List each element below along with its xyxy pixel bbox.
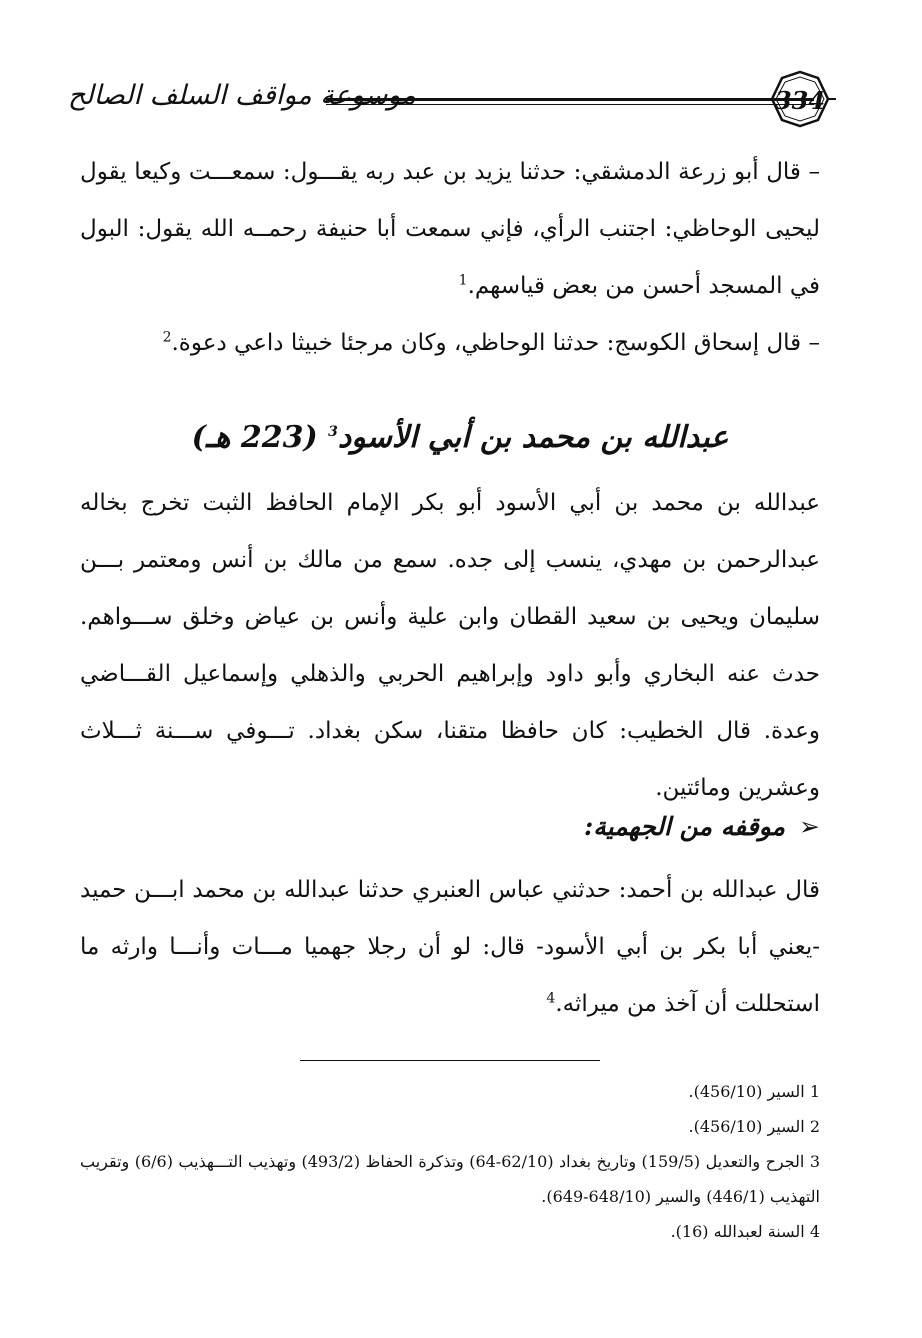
- section-title-name: عبدالله بن محمد بن أبي الأسود: [337, 420, 729, 455]
- narration-abu-zura: [80, 144, 820, 315]
- footnote-separator: [300, 1060, 600, 1061]
- section-title: [160, 420, 760, 455]
- footnote-item: [80, 1109, 820, 1144]
- footnote-ref: 4: [546, 990, 556, 1007]
- footnote-text: الجرح والتعديل (159/5) وتاريخ بغداد (62/10-64) وتذكرة الحفاظ (493/2) وتهذيب التـــهذيب (6/6) وتقريب التهذيب (446/1) والسير (648/10-649).: [80, 1152, 820, 1206]
- footnote-number: 2: [809, 1117, 820, 1136]
- stance-text: قال عبدالله بن أحمد: حدثني عباس العنبري حدثنا عبدالله بن محمد ابـــن حميد -يعني أبا بكر بن أبي الأسود- قال: لو أن رجلا جهميا مـــات وأنـــا وارثه ما استحللت أن آخذ من ميراثه.: [80, 877, 820, 1017]
- biography-paragraph: عبدالله بن محمد بن أبي الأسود أبو بكر الإمام الحافظ الثبت تخرج بخاله عبدالرحمن بن مهدي، ينسب إلى جده. سمع من مالك بن أنس ومعتمر بـــن سليمان ويحيى بن سعيد القطان وابن علية وأنس بن عياض وخلق ســـواهم. حدث عنه البخاري وأبو داود وإبراهيم الحربي والذهلي وإسماعيل القـــاضي وعدة. قال الخطيب: كان حافظا متقنا، سكن بغداد. تـــوفي ســـنة ثـــلاث وعشرين ومائتين.: [80, 490, 820, 801]
- footnote-ref: 1: [458, 272, 468, 289]
- footnote-item: [80, 1214, 820, 1249]
- footnote-text: السير (456/10).: [688, 1117, 805, 1136]
- narration-ishaq: [80, 315, 820, 372]
- footnote-ref: 2: [162, 329, 172, 346]
- subheading: [420, 812, 820, 841]
- page-number-ornament: [760, 68, 840, 130]
- header-rule-thin: [326, 104, 814, 105]
- section-title-date: (223 هـ): [191, 420, 318, 455]
- page-header: [60, 64, 840, 134]
- footnotes: [80, 1074, 820, 1249]
- page-number: 334: [774, 86, 826, 115]
- series-title: موسوعة مواقف السلف الصالح: [68, 80, 416, 111]
- footnote-ref: 3: [328, 424, 338, 440]
- header-rule: [326, 98, 814, 101]
- stance-paragraph: [80, 862, 820, 1033]
- narration-text: – قال أبو زرعة الدمشقي: حدثنا يزيد بن عبد ربه يقـــول: سمعـــت وكيعا يقول ليحيى الوحاظي: اجتنب الرأي، فإني سمعت أبا حنيفة رحمــه الله يقول: البول في المسجد أحسن من بعض قياسهم.: [80, 159, 820, 299]
- subheading-text: موقفه من الجهمية:: [584, 812, 786, 841]
- arrow-bullet-icon: ➢: [799, 812, 820, 841]
- narration-text: – قال إسحاق الكوسج: حدثنا الوحاظي، وكان مرجئا خبيثا داعي دعوة.: [171, 330, 820, 356]
- footnote-text: السنة لعبدالله (16).: [670, 1222, 805, 1241]
- footnote-number: 1: [809, 1082, 820, 1101]
- footnote-number: 4: [809, 1222, 820, 1241]
- footnote-item: [80, 1144, 820, 1214]
- footnote-item: [80, 1074, 820, 1109]
- footnote-text: السير (456/10).: [688, 1082, 805, 1101]
- footnote-number: 3: [809, 1152, 820, 1171]
